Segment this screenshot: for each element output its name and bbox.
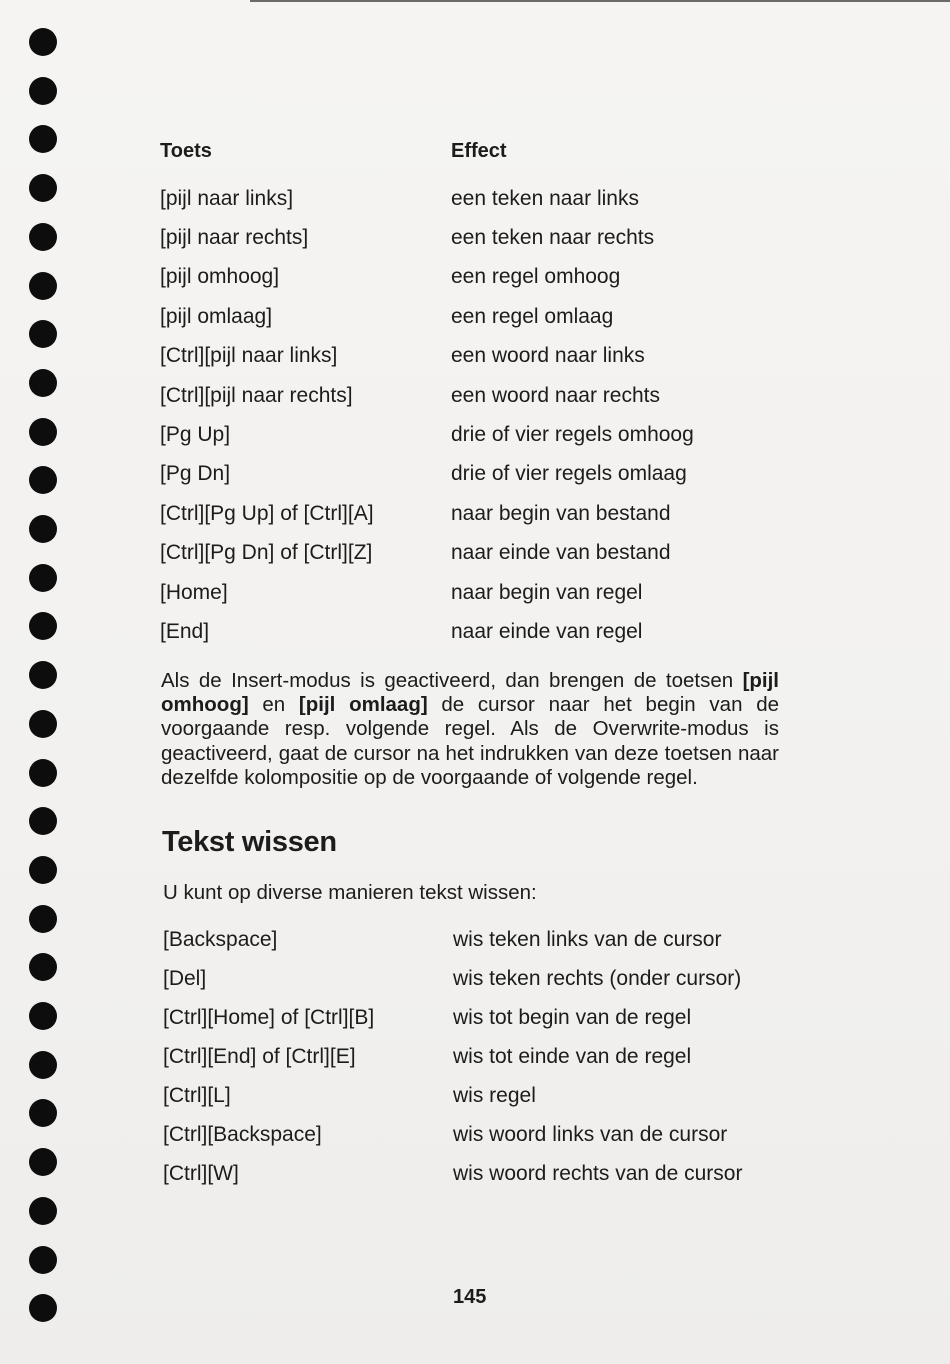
key-cell: [Ctrl][Pg Dn] of [Ctrl][Z] [160,541,373,564]
section-title: Tekst wissen [162,826,337,858]
key-cell: [Ctrl][Backspace] [163,1123,322,1146]
key-cell: [pijl naar rechts] [160,226,309,249]
effect-cell: een regel omlaag [451,305,614,328]
binding-hole [29,320,57,348]
key-cell: [Del] [163,967,207,990]
effect-cell: een regel omhoog [451,265,621,288]
key-cell: [Ctrl][Home] of [Ctrl][B] [163,1006,375,1029]
binding-hole [29,905,57,933]
binding-hole [29,369,57,397]
binding-hole [29,418,57,446]
key-cell: [Home] [160,581,228,604]
binding-hole [29,1246,57,1274]
binding-hole [29,28,57,56]
header-key: Toets [160,140,212,162]
binding-hole [29,272,57,300]
effect-cell: naar begin van regel [451,581,643,604]
key-cell: [Ctrl][End] of [Ctrl][E] [163,1045,356,1068]
binding-hole [29,710,57,738]
effect-cell: een teken naar rechts [451,226,655,249]
effect-cell: drie of vier regels omlaag [451,462,687,485]
page-top-edge [250,0,950,2]
key-cell: [Ctrl][pijl naar links] [160,344,338,367]
binding-hole [29,807,57,835]
effect-cell: drie of vier regels omhoog [451,423,694,446]
key-cell: [End] [160,620,210,643]
binding-hole [29,515,57,543]
effect-cell: naar einde van regel [451,620,643,643]
key-cell: [Backspace] [163,928,278,951]
paragraph-text: en [248,693,299,717]
paragraph-text: de cursor naar het begin van de voorgaande resp. volgende regel. Als de Overwrite-modus is geactiveerd, gaat de cursor na het indrukken van deze toetsen naar dezelfde kolompositie op de voorgaande of volgende regel. [161,693,779,789]
paragraph-key-up: [pijl omhoog] [161,669,779,717]
effect-cell: wis woord links van de cursor [453,1123,728,1146]
binding-hole [29,661,57,689]
key-cell: [Pg Dn] [160,462,231,485]
delete-key-table [163,928,783,1198]
effect-cell: naar einde van bestand [451,541,671,564]
effect-cell: wis tot begin van de regel [453,1006,692,1029]
effect-cell: wis regel [453,1084,536,1107]
key-cell: [pijl omlaag] [160,305,273,328]
key-cell: [Ctrl][W] [163,1162,239,1185]
binding-hole [29,223,57,251]
binding-hole [29,1099,57,1127]
binding-hole [29,1051,57,1079]
header-effect: Effect [451,140,507,162]
binding-hole [29,174,57,202]
key-cell: [Ctrl][Pg Up] of [Ctrl][A] [160,502,374,525]
page-number: 145 [453,1286,487,1308]
binding-hole [29,856,57,884]
key-cell: [pijl naar links] [160,187,294,210]
binding-hole [29,466,57,494]
binding-hole [29,564,57,592]
binding-hole [29,1197,57,1225]
binding-hole [29,953,57,981]
insert-mode-paragraph [161,669,779,790]
effect-cell: een woord naar links [451,344,645,367]
binding-hole [29,77,57,105]
effect-cell: wis tot einde van de regel [453,1045,692,1068]
binding-hole [29,1294,57,1322]
paragraph-text: Als de Insert-modus is geactiveerd, dan brengen de toetsen [161,669,743,692]
key-cell: [pijl omhoog] [160,265,280,288]
section-intro: U kunt op diverse manieren tekst wissen: [163,881,537,904]
paragraph-key-down: [pijl omlaag] [298,693,428,717]
binding-hole [29,759,57,787]
binding-hole [29,125,57,153]
effect-cell: wis woord rechts van de cursor [453,1162,743,1185]
effect-cell: wis teken links van de cursor [453,928,722,951]
effect-cell: een teken naar links [451,187,639,210]
spiral-binding [26,24,60,1344]
navigation-key-table [160,140,780,650]
key-cell: [Pg Up] [160,423,231,446]
binding-hole [29,612,57,640]
key-cell: [Ctrl][L] [163,1084,231,1107]
effect-cell: een woord naar rechts [451,384,660,407]
effect-cell: wis teken rechts (onder cursor) [453,967,742,990]
effect-cell: naar begin van bestand [451,502,671,525]
binding-hole [29,1002,57,1030]
key-cell: [Ctrl][pijl naar rechts] [160,384,353,407]
binding-hole [29,1148,57,1176]
